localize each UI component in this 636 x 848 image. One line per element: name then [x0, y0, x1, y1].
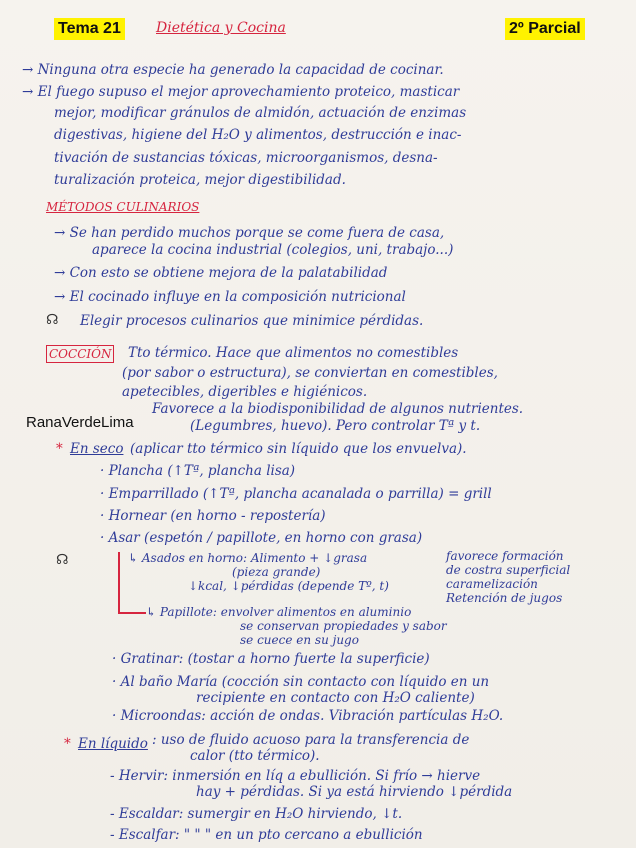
en-seco-desc: (aplicar tto térmico sin líquido que los envuelva). [130, 441, 467, 457]
favorece-line: de costra superficial [446, 563, 571, 577]
favorece-line: favorece formación [446, 549, 564, 563]
en-liquido-item: - Hervir: inmersión en líq a ebullición. Si frío → hierve [110, 768, 481, 784]
en-liquido-item: hay + pérdidas. Si ya está hirviendo ↓pérdida [196, 784, 513, 800]
en-seco-item: · Asar (espetón / papillote, en horno con grasa) [100, 530, 423, 546]
en-seco-item: · Emparrillado (↑Tª, plancha acanalada o parrilla) = grill [100, 486, 492, 502]
papillote-line: se cuece en su jugo [240, 633, 359, 647]
coccion-line: (Legumbres, huevo). Pero controlar Tª y t. [190, 418, 481, 434]
en-liquido-desc: : uso de fluido acuoso para la transferencia de [152, 732, 470, 748]
bracket-line [118, 612, 146, 614]
en-seco-item: · Gratinar: (tostar a horno fuerte la superficie) [112, 651, 430, 667]
asados-line: (pieza grande) [232, 565, 321, 579]
metodos-line: Elegir procesos culinarios que minimice pérdidas. [80, 313, 424, 329]
metodos-line: → Se han perdido muchos porque se come fuera de casa, [54, 225, 445, 241]
asterisk-icon: * [64, 736, 71, 752]
intro-line: tivación de sustancias tóxicas, microorganismos, desna- [54, 150, 438, 166]
intro-line: mejor, modificar gránulos de almidón, actuación de enzimas [54, 105, 467, 121]
papillote-line: ↳ Papillote: envolver alimentos en aluminio [146, 605, 412, 619]
en-seco-label: En seco [70, 441, 124, 457]
en-seco-item: · Microondas: acción de ondas. Vibración partículas H₂O. [112, 708, 504, 724]
favorece-line: Retención de jugos [446, 591, 563, 605]
metodos-line: → El cocinado influye en la composición nutricional [54, 289, 406, 305]
author-watermark: RanaVerdeLima [26, 414, 134, 431]
ear-icon: ☊ [56, 552, 69, 568]
en-seco-item: · Al baño María (cocción sin contacto con líquido en un [112, 674, 490, 690]
intro-line: turalización proteica, mejor digestibilidad. [54, 172, 346, 188]
coccion-line: Favorece a la biodisponibilidad de algunos nutrientes. [152, 401, 524, 417]
en-seco-item: · Hornear (en horno - repostería) [100, 508, 326, 524]
ear-icon: ☊ [46, 312, 59, 328]
asterisk-icon: * [56, 441, 63, 457]
intro-line: → El fuego supuso el mejor aprovechamiento proteico, masticar [22, 84, 460, 100]
intro-line: digestivas, higiene del H₂O y alimentos, destrucción e inac- [54, 127, 462, 143]
en-liquido-item: - Escalfar: " " " en un pto cercano a ebullición [110, 827, 423, 843]
en-liquido-desc: calor (tto térmico). [190, 748, 320, 764]
coccion-label: COCCIÓN [46, 345, 114, 363]
en-seco-item: · Plancha (↑Tª, plancha lisa) [100, 463, 296, 479]
en-liquido-item: - Escaldar: sumergir en H₂O hirviendo, ↓t. [110, 806, 403, 822]
metodos-line: aparece la cocina industrial (colegios, uni, trabajo...) [92, 242, 454, 258]
en-liquido-label: En líquido [78, 736, 148, 752]
coccion-line: Tto térmico. Hace que alimentos no comestibles [128, 345, 459, 361]
asados-line: ↓kcal, ↓pérdidas (depende Tº, t) [188, 579, 389, 593]
asados-line: ↳ Asados en horno: Alimento + ↓grasa [128, 551, 368, 565]
bracket-line [118, 552, 120, 614]
exam-label: 2º Parcial [505, 18, 585, 40]
topic-label: Tema 21 [54, 18, 125, 40]
intro-line: → Ninguna otra especie ha generado la capacidad de cocinar. [22, 62, 444, 78]
coccion-line: (por sabor o estructura), se conviertan en comestibles, [122, 365, 498, 381]
section-heading-metodos: MÉTODOS CULINARIOS [46, 200, 200, 214]
favorece-line: caramelización [446, 577, 538, 591]
coccion-line: apetecibles, digeribles e higiénicos. [122, 384, 368, 400]
metodos-line: → Con esto se obtiene mejora de la palatabilidad [54, 265, 388, 281]
papillote-line: se conservan propiedades y sabor [240, 619, 447, 633]
en-seco-item: recipiente en contacto con H₂O caliente) [196, 690, 475, 706]
page-title: Dietética y Cocina [156, 20, 286, 36]
